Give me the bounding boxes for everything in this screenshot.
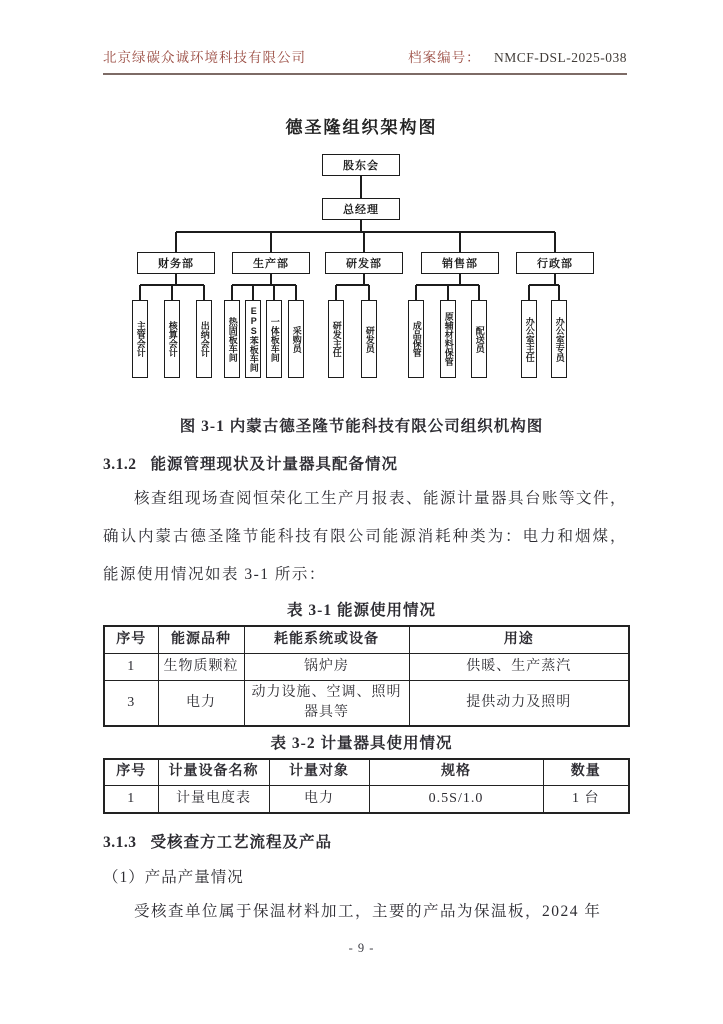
table-cell: 1 台 — [543, 786, 629, 813]
org-connector — [232, 284, 296, 286]
org-connector — [336, 284, 369, 286]
org-box-position: 配送员 — [471, 300, 487, 378]
sub-item-product-output: （1）产品产量情况 — [103, 868, 244, 886]
org-connector — [415, 285, 417, 300]
table-cell: 计量电度表 — [158, 786, 269, 813]
org-connector — [252, 285, 254, 300]
org-box-position: 出纳会计 — [196, 300, 212, 378]
org-connector — [554, 232, 556, 252]
figure-caption: 图 3-1 内蒙古德圣隆节能科技有限公司组织机构图 — [179, 418, 544, 435]
org-box-manager: 总经理 — [322, 198, 400, 220]
table-header-cell: 规格 — [369, 759, 543, 786]
archive-number — [408, 46, 627, 66]
section-title: 能源管理现状及计量器具配备情况 — [150, 456, 399, 473]
table-header-cell: 序号 — [104, 759, 158, 786]
org-box-position: 采购员 — [288, 300, 304, 378]
table-cell: 1 — [104, 786, 158, 813]
table-header-cell: 数量 — [543, 759, 629, 786]
table-cell: 电力 — [158, 680, 244, 726]
archive-label: 档案编号： — [408, 50, 481, 65]
org-connector — [528, 285, 530, 300]
table-header-cell: 计量对象 — [269, 759, 369, 786]
paragraph-product: 受核查单位属于保温材料加工，主要的产品为保温板，2024 年 — [134, 902, 602, 920]
section-number: 3.1.2 — [103, 456, 137, 473]
org-box-department: 销售部 — [421, 252, 499, 274]
org-box-department: 财务部 — [137, 252, 215, 274]
org-connector — [171, 285, 173, 300]
org-connector — [295, 285, 297, 300]
table-cell: 供暖、生产蒸汽 — [409, 653, 629, 680]
table-cell: 动力设施、空调、照明器具等 — [244, 680, 409, 726]
table-3-2-title: 表 3-2 计量器具使用情况 — [270, 734, 453, 752]
table-cell: 1 — [104, 653, 158, 680]
org-chart-title: 德圣隆组织架构图 — [285, 118, 438, 137]
org-connector — [360, 176, 362, 198]
section-title: 受核查方工艺流程及产品 — [150, 833, 333, 851]
section-number: 3.1.3 — [103, 833, 137, 851]
page-number: - 9 - — [348, 941, 375, 955]
section-heading-313 — [103, 830, 627, 852]
table-3-2 — [103, 758, 630, 814]
org-box-position: EPS苯板车间 — [245, 300, 261, 378]
org-connector — [529, 284, 559, 286]
org-box-root: 股东会 — [322, 154, 400, 176]
archive-code: NMCF-DSL-2025-038 — [493, 50, 627, 65]
org-connector — [335, 285, 337, 300]
org-box-department: 生产部 — [232, 252, 310, 274]
org-box-position: 研发员 — [361, 300, 377, 378]
org-connector — [203, 285, 205, 300]
org-connector — [368, 285, 370, 300]
table-header-cell: 序号 — [104, 626, 158, 653]
org-box-position: 成品保管 — [408, 300, 424, 378]
table-cell: 3 — [104, 680, 158, 726]
org-connector — [231, 285, 233, 300]
company-name: 北京绿碳众诚环境科技有限公司 — [103, 50, 306, 65]
org-connector — [459, 232, 461, 252]
org-connector — [447, 285, 449, 300]
paragraph-energy: 核查组现场查阅恒荣化工生产月报表、能源计量器具台账等文件，确认内蒙古德圣隆节能科技有限公司能源消耗种类为：电力和烟煤，能源使用情况如表 3-1 所示： — [103, 490, 628, 583]
table-header-cell: 用途 — [409, 626, 629, 653]
org-connector — [363, 232, 365, 252]
org-box-position: 原辅材料保管 — [440, 300, 456, 378]
table-3-1-title: 表 3-1 能源使用情况 — [287, 602, 436, 619]
org-chart — [93, 142, 633, 406]
org-connector — [175, 232, 177, 252]
org-connector — [176, 231, 555, 233]
table-cell: 提供动力及照明 — [409, 680, 629, 726]
org-box-position: 办公室主任 — [521, 300, 537, 378]
org-box-department: 行政部 — [516, 252, 594, 274]
section-heading-312 — [103, 452, 627, 474]
table-row — [104, 786, 629, 813]
table-header-cell: 计量设备名称 — [158, 759, 269, 786]
org-connector — [273, 285, 275, 300]
org-connector — [139, 285, 141, 300]
org-connector — [478, 285, 480, 300]
table-cell: 电力 — [269, 786, 369, 813]
doc-header — [103, 46, 627, 75]
org-box-position: 办公室专员 — [551, 300, 567, 378]
org-connector — [558, 285, 560, 300]
org-box-position: 主管会计 — [132, 300, 148, 378]
table-3-1 — [103, 625, 630, 727]
org-connector — [270, 232, 272, 252]
table-cell: 生物质颗粒 — [158, 653, 244, 680]
org-box-position: 一体板车间 — [266, 300, 282, 378]
table-header-cell: 能源品种 — [158, 626, 244, 653]
table-cell: 0.5S/1.0 — [369, 786, 543, 813]
org-box-position: 核算会计 — [164, 300, 180, 378]
org-box-position: 研发主任 — [328, 300, 344, 378]
org-box-position: 热固板车间 — [224, 300, 240, 378]
org-box-department: 研发部 — [325, 252, 403, 274]
table-cell: 锅炉房 — [244, 653, 409, 680]
table-header-cell: 耗能系统或设备 — [244, 626, 409, 653]
table-row — [104, 653, 629, 680]
table-row — [104, 680, 629, 726]
